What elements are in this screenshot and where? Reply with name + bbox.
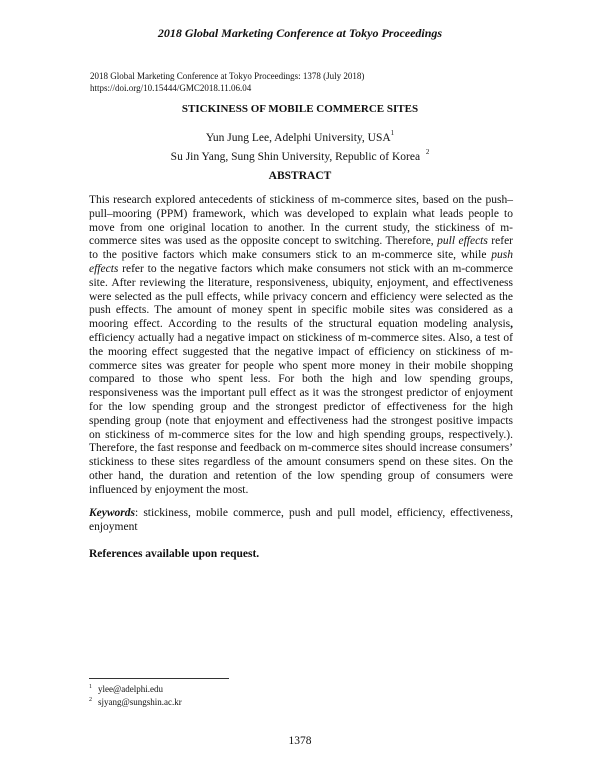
keywords-label: Keywords xyxy=(89,507,135,519)
footnote-divider xyxy=(89,678,229,679)
abstract-text: efficiency actually had a negative impact on stickiness of m-commerce sites. Also, a test of the mooring effect suggested that the negative impact of efficiency on stickiness of m-commerce sites was greater for people who spent more money in their mobile shopping compared to those who spent less. For both the high and low spending groups, responsiveness was the important pull effect as it was the strongest predictor of enjoyment for the low spending group and the strongest predictor of effectiveness for the high spending group (note that enjoyment and effectiveness had the strongest positive impacts on stickiness of m-commerce sites for the low and high spending groups, respectively.). Therefore, the fast response and feedback on m-commerce sites should increase consumers’ stickiness to these sites regardless of the amount consumers spend on these sites. On the other hand, the duration and retention of the low spending group of consumers were influenced by enjoyment the most. xyxy=(89,331,513,496)
paper-title: STICKINESS OF MOBILE COMMERCE SITES xyxy=(181,103,419,115)
push-effects-term: push effects xyxy=(89,249,513,275)
abstract-text: refer to the negative factors which make consumers not stick with an m-commerce site. After reviewing the literature, responsiveness, ubiquity, enjoyment, and effectiveness were selected as the pull effects, while privacy concern and efficiency were selected as the push effects. The amount of money spent in specific mobile sites was considered as a mooring effect. According to the results of the structural equation modeling analysis xyxy=(89,262,513,331)
doi-link[interactable]: https://doi.org/10.15444/GMC2018.11.06.04 xyxy=(90,82,252,93)
page-number: 1378 xyxy=(288,735,312,747)
footnote-email[interactable]: ylee@adelphi.edu xyxy=(98,684,164,694)
keywords xyxy=(89,507,513,535)
abstract-heading: ABSTRACT xyxy=(268,170,332,182)
footnote xyxy=(89,682,182,695)
abstract-text: refer to the positive factors which make consumers stick to an m-commerce site, while xyxy=(89,235,514,262)
citation-block xyxy=(90,71,364,94)
footnote-email[interactable]: sjyang@sungshin.ac.kr xyxy=(98,697,182,707)
footnote-mark: 1 xyxy=(89,684,92,690)
author-line xyxy=(0,127,600,146)
author-name: Su Jin Yang, Sung Shin University, Republic of Korea xyxy=(170,150,421,163)
footnote-mark[interactable]: 1 xyxy=(390,129,395,137)
author-list xyxy=(0,127,600,165)
footnote xyxy=(89,695,182,708)
footnote-mark[interactable]: 2 xyxy=(425,147,430,156)
footnotes xyxy=(89,682,182,708)
running-header: 2018 Global Marketing Conference at Tokyo Proceedings xyxy=(157,26,443,40)
abstract-text: This research explored antecedents of stickiness of m-commerce sites, based on the push–pull–mooring (PPM) framework, which was developed to explain what leads people to move from one original location to another. In the current study, the stickiness of m-commerce sites was used as the opposite concept to switching. Therefore, xyxy=(89,194,513,248)
citation-line: 2018 Global Marketing Conference at Tokyo Proceedings: 1378 (July 2018) xyxy=(90,71,365,81)
author-line xyxy=(0,146,600,165)
abstract-body xyxy=(89,194,513,498)
references-note: References available upon request. xyxy=(89,548,260,560)
footnote-mark: 2 xyxy=(89,697,92,703)
pull-effects-term: pull effects xyxy=(437,235,488,248)
abstract-text: , xyxy=(510,318,513,331)
keywords-text: : stickiness, mobile commerce, push and pull model, efficiency, effectiveness, enjoyment xyxy=(89,507,513,533)
author-name: Yun Jung Lee, Adelphi University, USA xyxy=(205,131,391,144)
